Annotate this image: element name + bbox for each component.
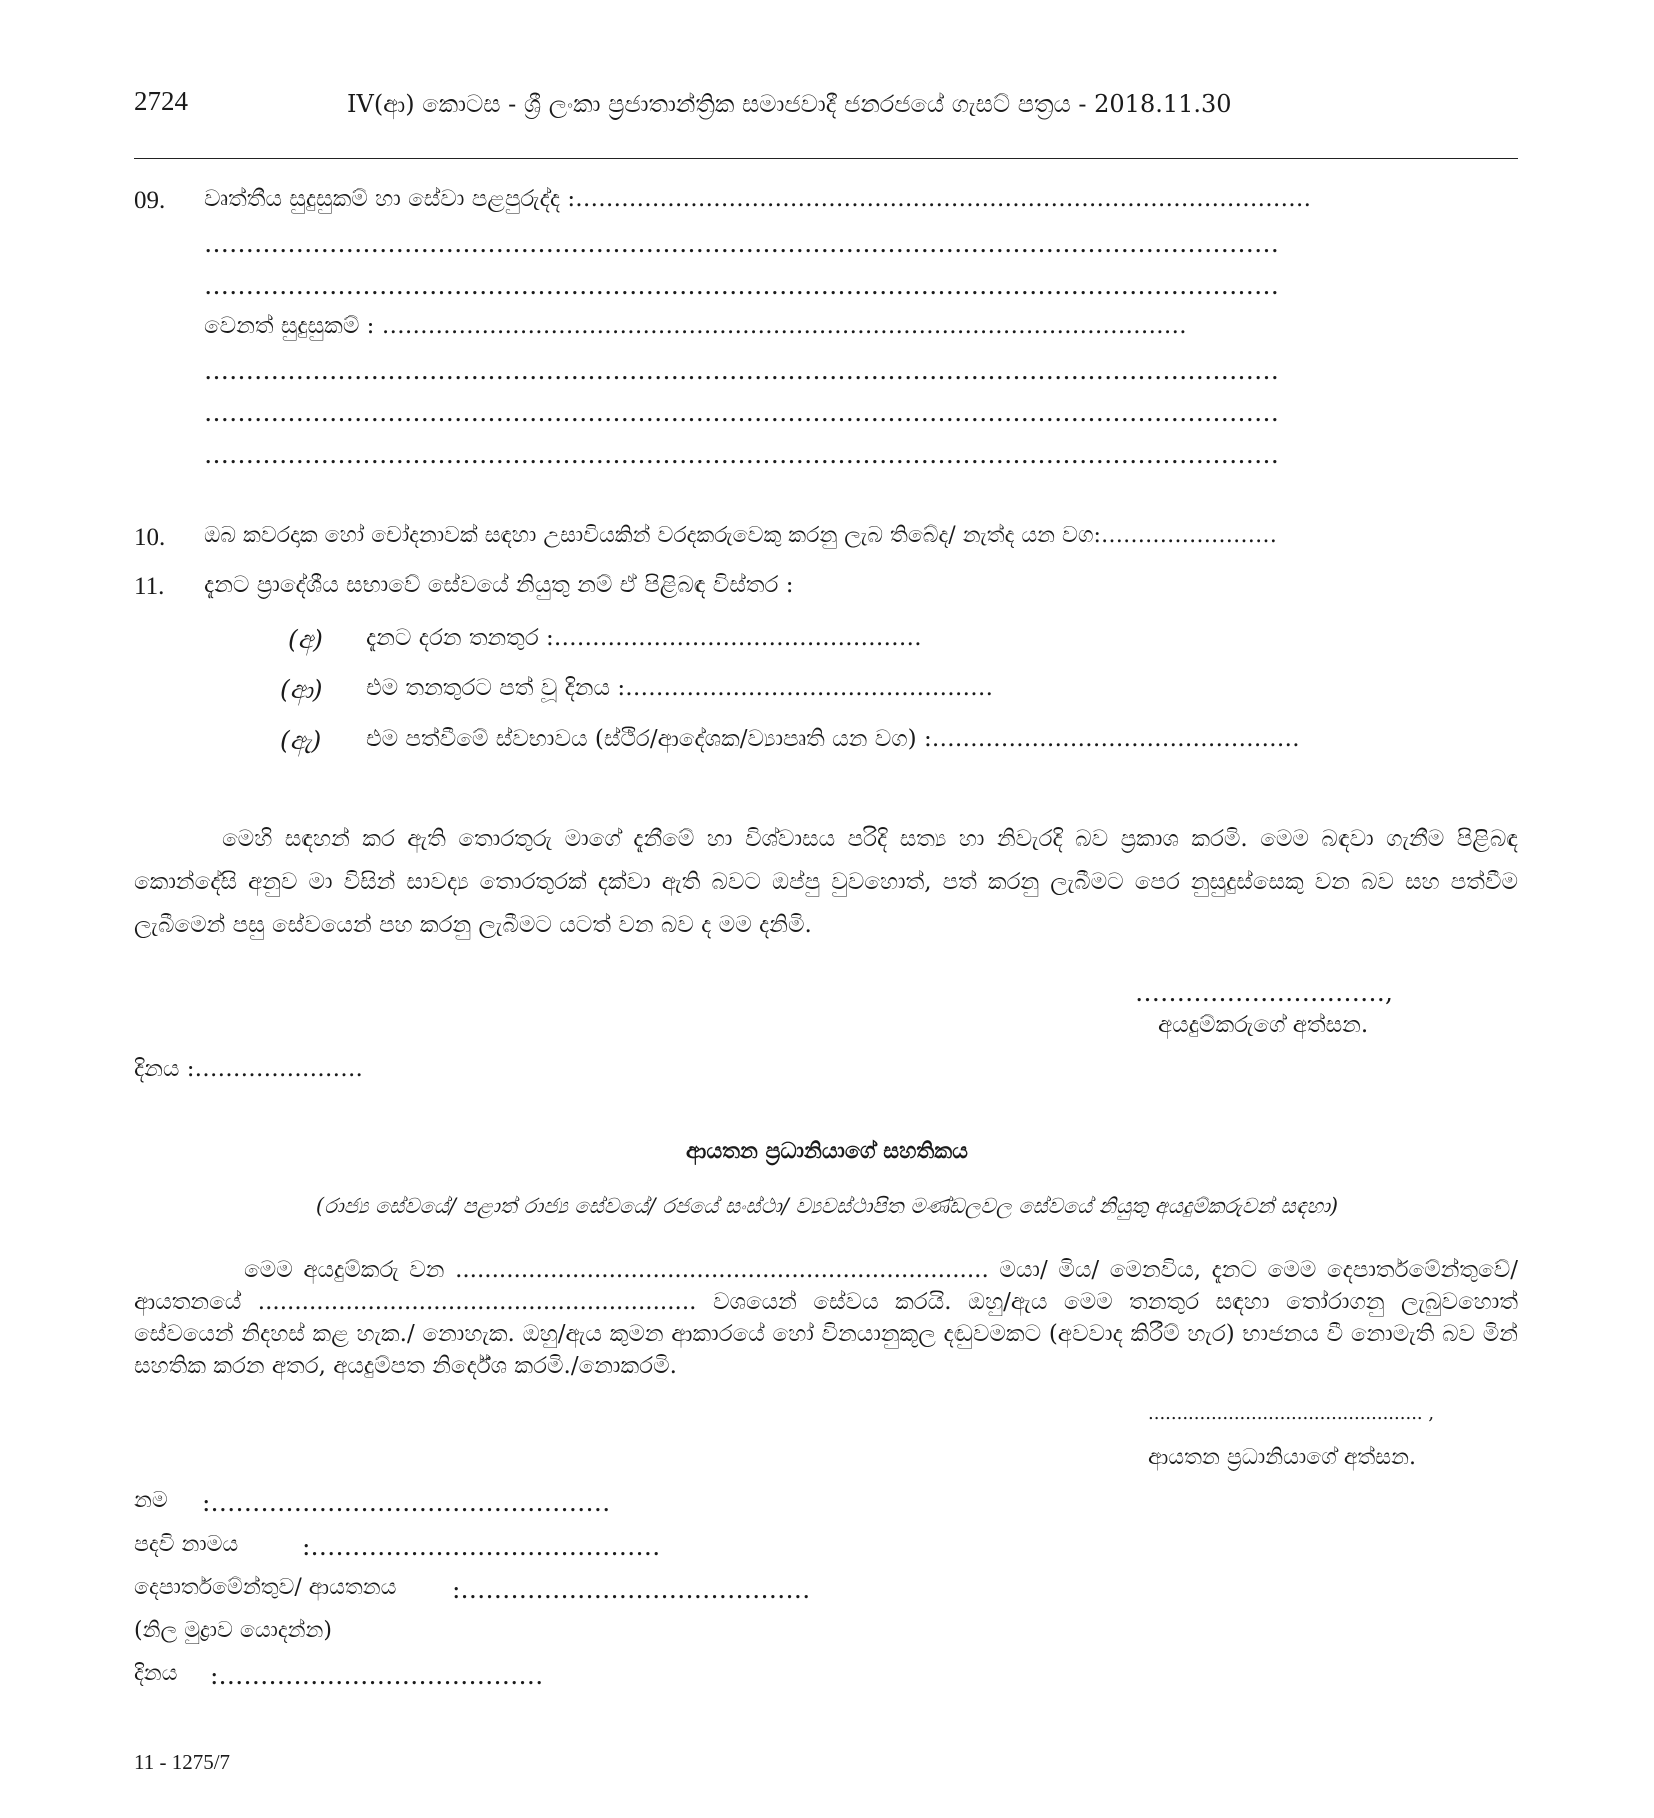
department-field: :…………………………………… xyxy=(452,1575,811,1604)
appointment-nature-field: එම පත්වීමේ ස්වභාවය (ස්ථිර/ආදේශක/ව්‍යාපෘති යන වග) :………………………………………… xyxy=(366,726,1300,752)
applicant-signature-label: අයදුම්කරුගේ අත්සන. xyxy=(1158,1012,1369,1038)
professional-qualifications-label: වෘත්තීය සුදුසුකම් හා සේවා පළපුරුද්ද :…………………………………………………………………………………… xyxy=(204,186,1312,212)
certificate-heading: ආයතන ප්‍රධානියාගේ සහතිකය xyxy=(686,1138,968,1164)
declaration-paragraph: මෙහි සඳහන් කර ඇති තොරතුරු මාගේ දැනීමේ හා විශ්වාසය පරිදි සත්‍ය හා නිවැරදි බව ප්‍රකාශ කරමි. මෙම බඳවා ගැනීම පිළිබඳ කොන්දේසි අනුව මා විසින් සාවද්‍ය තොරතුරක් දක්වා ඇති බවට ඔප්පු වුවහොත්, පත් කරනු ලැබීමට පෙර නුසුදුස්සෙකු වන බව සහ පත්වීම ලැබීමෙන් පසු සේවයෙන් පහ කරනු ලැබීමට යටත් වන බව ද මම දනිමි. xyxy=(134,826,1518,938)
gazette-header-title: IV(ආ) කොටස - ශ්‍රී ලංකා ප්‍රජාතාන්ත්‍රික සමාජවාදී ජනරජයේ ගැසට් පත්‍රය - 2018.11.30 xyxy=(347,90,1232,118)
sub-item-label: (ආ) xyxy=(280,675,323,704)
item-number: 10. xyxy=(134,524,166,551)
page-number: 2724 xyxy=(134,86,188,116)
certificate-date-label: දිනය xyxy=(134,1661,178,1686)
dotted-line: ………………………………………………………………………………………………………………… xyxy=(204,398,1279,427)
designation-field: :…………………………………… xyxy=(302,1532,661,1561)
dotted-line: ………………………………………………………………………………………………………………… xyxy=(204,229,1279,258)
item-number: 11. xyxy=(134,573,165,600)
dotted-line: ………………………………………………………………………………………………………………… xyxy=(204,356,1279,385)
certificate-paragraph: මෙම අයදුම්කරු වන ......................................................................... මයා/ මිය/ මෙනවිය, දැනට මෙම දෙපාර්තමේන්තුවේ/ආයතනයේ ............................................................ වශයෙන් සේවය කරයි. ඔහු/ඇය මෙම තනතුර සඳහා තෝරාගනු ලැබුවහොත් සේවයෙන් නිදහස් කළ හැක./ නොහැක. ඔහු/ඇය කුමන ආකාරයේ හෝ විනයානුකූල දඬුවමකට (අවවාද කිරීම් හැර) භාජනය වී නොමැති බව මින් සහතික කරන අතර, අයදුම්පත නිර්දේශ කරමි./නොකරමි. xyxy=(134,1257,1518,1379)
sub-item-label: (අ) xyxy=(288,625,323,654)
name-field: :………………………………………… xyxy=(202,1488,611,1517)
official-seal-note: (නිල මුද්‍රාව යොදන්න) xyxy=(134,1618,332,1643)
footer-code: 11 - 1275/7 xyxy=(134,1750,231,1774)
certificate-subheading: (රාජ්‍ය සේවයේ/ පළාත් රාජ්‍ය සේවයේ/ රජයේ සංස්ථා/ ව්‍යවස්ථාපිත මණ්ඩලවල සේවයේ නියුතු අයදුම්කරුවන් සඳහා) xyxy=(315,1194,1339,1218)
conviction-question: ඔබ කවරදාක හෝ චෝදනාවක් සඳහා උසාවියකින් වරදකරුවෙකු කරනු ලැබ තිබේද/ නැත්ද යන වග:…………………… xyxy=(204,523,1277,548)
department-label: දෙපාර්තමේන්තුව/ ආයතනය xyxy=(134,1575,397,1600)
dotted-line: ………………………………………………………………………………………………………………… xyxy=(204,440,1279,469)
designation-label: පදවි නාමය xyxy=(134,1532,239,1557)
item-number: 09. xyxy=(134,187,166,214)
declaration-date-field: දිනය :…………………. xyxy=(134,1056,363,1082)
sub-item-label: (ඇ) xyxy=(280,726,322,755)
dotted-line: ………………………………………………………………………………………………………………… xyxy=(204,271,1279,300)
other-qualifications-label: වෙනත් සුදුසුකම් : …………………………………………………………………………………………… xyxy=(204,313,1187,339)
head-signature-label: ආයතන ප්‍රධානියාගේ අත්සන. xyxy=(1148,1445,1416,1470)
local-council-service-label: දැනට ප්‍රාදේශීය සභාවේ සේවයේ නියුතු නම් ඒ පිළිබඳ විස්තර : xyxy=(204,572,794,598)
certificate-date-field: :………………………………… xyxy=(210,1661,544,1690)
header-divider xyxy=(134,158,1518,159)
applicant-signature-line: …………………………, xyxy=(1135,978,1393,1007)
head-signature-line: ................................................ , xyxy=(1148,1403,1435,1424)
current-post-field: දැනට දරන තනතුර :………………………………………… xyxy=(366,625,922,651)
name-label: නම xyxy=(134,1488,168,1513)
appointment-date-field: එම තනතුරට පත් වූ දිනය :………………………………………… xyxy=(366,675,994,701)
